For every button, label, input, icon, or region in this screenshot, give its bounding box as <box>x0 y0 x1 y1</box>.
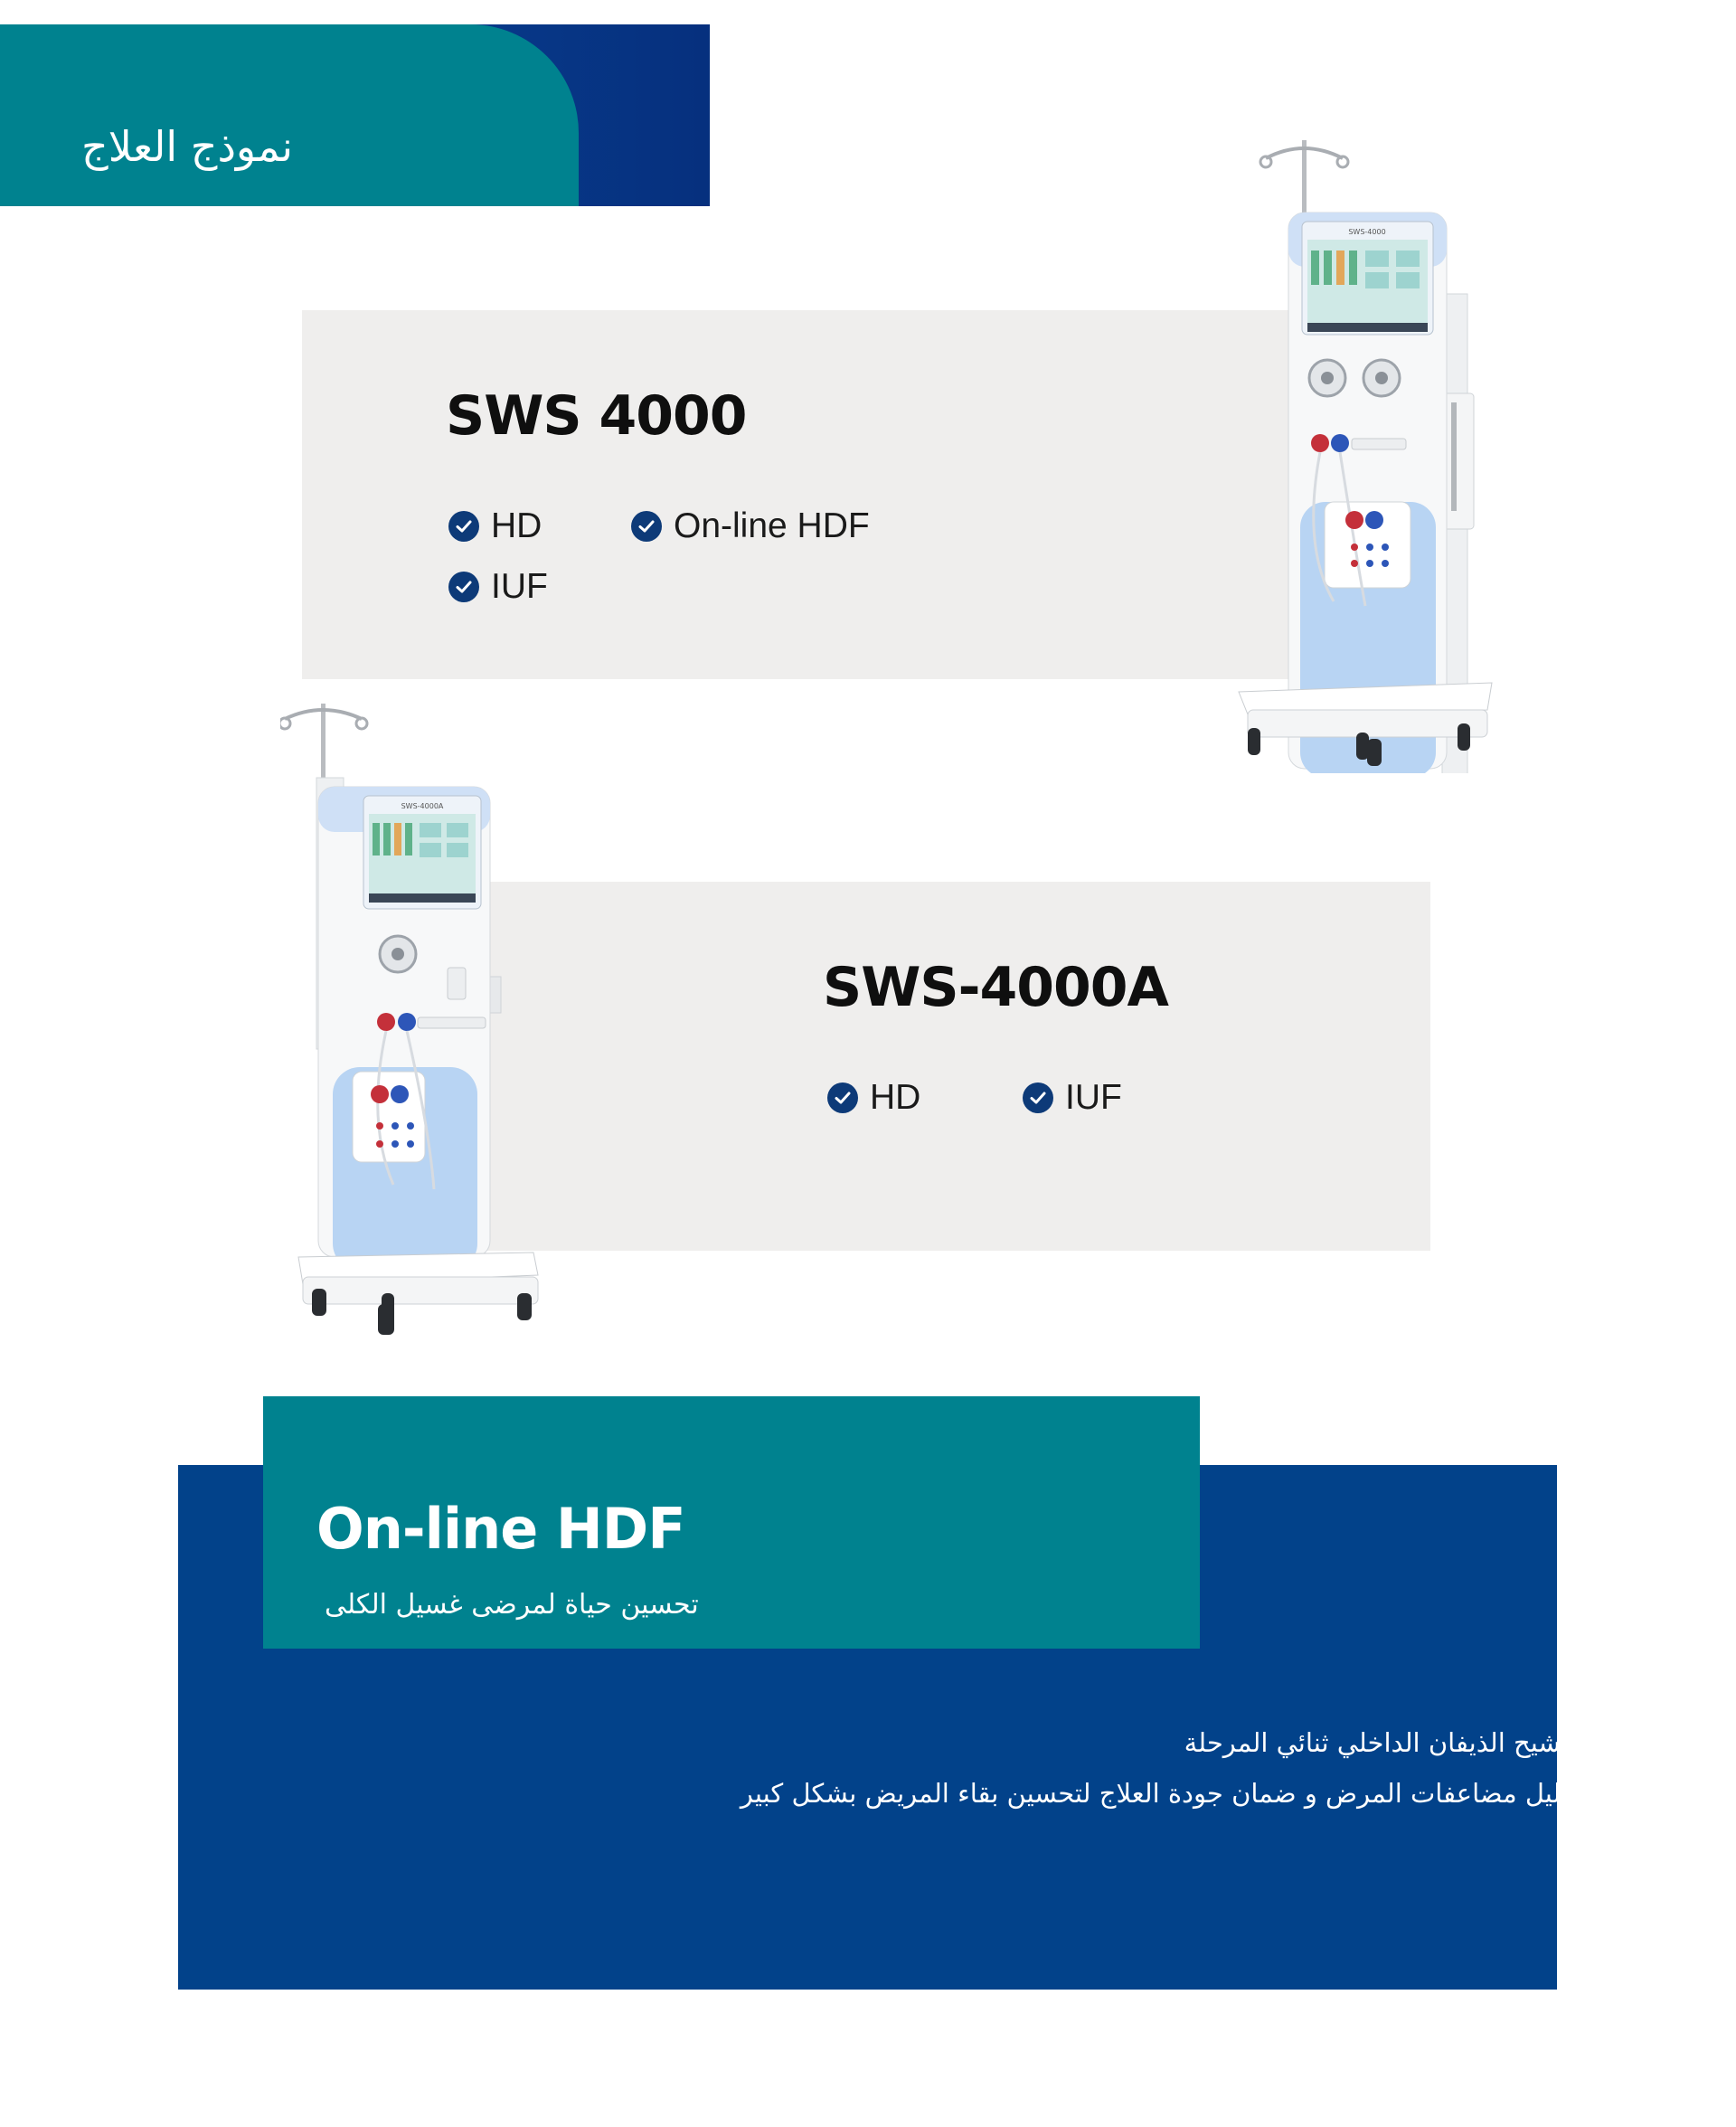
feature-label: IUF <box>491 567 548 606</box>
header-teal-shape <box>0 24 579 206</box>
check-circle-icon <box>1023 1082 1053 1113</box>
hdf-title-box <box>263 1396 1200 1649</box>
feature-label: HD <box>870 1078 921 1117</box>
check-circle-icon <box>448 572 479 602</box>
list-item: • تفليل مضاعفات المرض و ضمان جودة العلاج لتحسين بقاء المريض بشكل كبير <box>741 1778 1607 1809</box>
feature-label: IUF <box>1065 1078 1122 1117</box>
hdf-subtitle: تحسين حياة لمرضى غسيل الكلى <box>325 1589 699 1621</box>
screen-label: SWS-4000 <box>1348 228 1386 236</box>
feature-item <box>827 1078 920 1118</box>
header-banner <box>0 24 710 206</box>
product-panel-sws-4000a <box>470 882 1430 1251</box>
list-item: • ترشيح الذيفان الداخلي ثنائي المرحلة <box>741 1727 1607 1758</box>
dialysis-machine-image <box>1230 131 1501 773</box>
feature-item <box>1023 1078 1122 1118</box>
product-title: SWS-4000A <box>823 956 1168 1019</box>
dialysis-machine-image <box>280 696 552 1343</box>
check-circle-icon <box>631 511 662 542</box>
check-circle-icon <box>827 1082 858 1113</box>
product-title: SWS 4000 <box>446 384 747 448</box>
screen-label: SWS-4000A <box>401 802 444 810</box>
hdf-title: On-line HDF <box>316 1496 685 1562</box>
feature-label: HD <box>491 506 542 545</box>
feature-label: On-line HDF <box>674 506 870 545</box>
check-circle-icon <box>448 511 479 542</box>
header-title: نموذج العلاج <box>81 122 294 171</box>
product-panel-sws-4000 <box>302 310 1351 679</box>
feature-item <box>448 567 548 607</box>
hdf-bullet-list <box>741 1727 1607 1829</box>
feature-item <box>631 506 870 546</box>
feature-item <box>448 506 542 546</box>
